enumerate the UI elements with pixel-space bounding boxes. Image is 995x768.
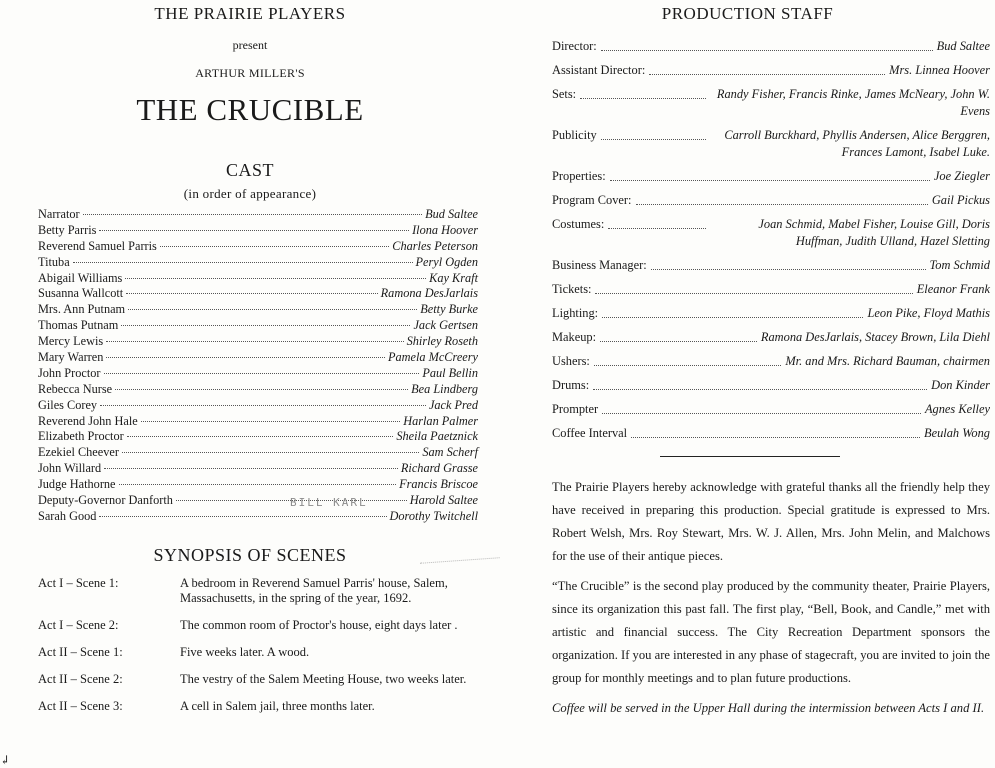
dot-leader [601, 38, 933, 51]
cast-row [38, 445, 478, 461]
staff-row [552, 62, 990, 79]
corner-mark-icon: ↲ [0, 753, 11, 767]
cast-row [38, 398, 478, 414]
staff-names: Mrs. Linnea Hoover [889, 63, 990, 77]
staff-names: Tom Schmid [929, 258, 990, 272]
notes-section [552, 476, 990, 727]
dot-leader [651, 257, 926, 270]
cast-actor: Shirley Roseth [406, 334, 478, 349]
scene-row [38, 672, 480, 687]
cast-role: John Proctor [38, 365, 101, 380]
cast-row [38, 461, 478, 477]
author-line: ARTHUR MILLER'S [195, 66, 305, 80]
cast-actor: Bea Lindberg [411, 381, 478, 396]
staff-label: Business Manager: [552, 258, 647, 272]
staff-names: Joan Schmid, Mabel Fisher, Louise Gill, Doris Huffman, Judith Ulland, Hazel Sletting [758, 217, 990, 248]
cast-row [38, 382, 478, 398]
cast-row [38, 350, 478, 366]
staff-names: Gail Pickus [931, 193, 990, 207]
cast-row [38, 223, 478, 239]
scene-label: Act II – Scene 3: [38, 699, 123, 713]
dot-leader [99, 230, 409, 231]
staff-names: Ramona DesJarlais, Stacey Brown, Lila Diehl [760, 330, 990, 344]
cast-row [38, 318, 478, 334]
cast-role: Judge Hathorne [38, 477, 116, 492]
scene-description: The vestry of the Salem Meeting House, two weeks later. [180, 672, 467, 686]
staff-names: Eleanor Frank [916, 282, 990, 296]
scene-description: A cell in Salem jail, three months later. [180, 699, 375, 713]
cast-actor: Ilona Hoover [412, 222, 478, 237]
cast-row [38, 286, 478, 302]
cast-row [38, 255, 478, 271]
cast-actor: Dorothy Twitchell [389, 508, 478, 523]
cast-row [38, 207, 478, 223]
dot-leader [106, 357, 385, 358]
scene-label: Act II – Scene 1: [38, 645, 123, 659]
staff-label: Sets: [552, 87, 577, 101]
dot-leader [649, 62, 885, 75]
cast-actor: Sam Scherf [422, 445, 478, 460]
cast-role: Abigail Williams [38, 270, 123, 285]
staff-names: Joe Ziegler [933, 169, 990, 183]
cast-row [38, 334, 478, 350]
acknowledgment-paragraph: The Prairie Players hereby acknowledge with grateful thanks all the friendly help they have received in preparing this production. Special gratitude is expressed to Mrs. Robert Welsh, Mrs. Roy Stewart, Mrs. W. J. Allen, Mrs. John Melin, and Malchows for the use of their antique pieces. [552, 480, 990, 563]
present-line: present [232, 38, 268, 52]
ink-stamp: BILL KARL [290, 496, 368, 509]
dot-leader [160, 246, 389, 247]
staff-row [552, 127, 990, 161]
staff-row [552, 168, 990, 185]
scene-row [38, 618, 480, 633]
cast-row [38, 493, 478, 509]
cast-actor: Harlan Palmer [403, 413, 478, 428]
dot-leader [600, 329, 757, 342]
staff-list [552, 38, 990, 449]
dot-leader [608, 216, 706, 229]
cast-actor: Jack Pred [428, 397, 478, 412]
scene-label: Act II – Scene 2: [38, 672, 123, 686]
staff-label: Tickets: [552, 282, 592, 296]
staff-names: Carroll Burckhard, Phyllis Andersen, Alice Berggren, Frances Lamont, Isabel Luke. [724, 128, 990, 159]
scene-row [38, 645, 480, 660]
staff-names: Agnes Kelley [924, 402, 990, 416]
dot-leader [99, 516, 386, 517]
cast-heading: CAST [225, 160, 274, 180]
staff-row [552, 425, 990, 442]
cast-row [38, 271, 478, 287]
section-divider [660, 456, 840, 457]
cast-row [38, 414, 478, 430]
cast-list [38, 207, 478, 525]
coffee-note: Coffee will be served in the Upper Hall during the intermission between Acts I and II. [552, 701, 985, 715]
cast-row [38, 302, 478, 318]
scene-description: A bedroom in Reverend Samuel Parris' house, Salem, Massachusetts, in the spring of the year, 1692. [180, 576, 448, 605]
synopsis-heading: SYNOPSIS OF SCENES [153, 545, 347, 565]
scene-label: Act I – Scene 1: [38, 576, 119, 590]
staff-names: Bud Saltee [936, 39, 990, 53]
cast-row [38, 429, 478, 445]
dot-leader [125, 278, 426, 279]
staff-label: Prompter [552, 402, 599, 416]
staff-names: Beulah Wong [924, 426, 990, 440]
staff-names: Mr. and Mrs. Richard Bauman, chairmen [785, 354, 990, 368]
scene-row [38, 699, 480, 714]
staff-row [552, 216, 990, 250]
cast-role: Reverend Samuel Parris [38, 238, 157, 253]
staff-names: Don Kinder [931, 378, 990, 392]
cast-actor: Pamela McCreery [387, 350, 478, 365]
staff-label: Publicity [552, 128, 597, 142]
staff-heading: PRODUCTION STAFF [661, 4, 834, 23]
dot-leader [119, 484, 397, 485]
cast-role: Tituba [38, 254, 70, 269]
cast-actor: Sheila Paetznick [396, 429, 478, 444]
staff-names: Randy Fisher, Francis Rinke, James McNeary, John W. Evens [716, 87, 990, 118]
cast-role: Giles Corey [38, 397, 98, 412]
cast-actor: Harold Saltee [409, 493, 478, 508]
cast-role: Reverend John Hale [38, 413, 138, 428]
staff-row [552, 192, 990, 209]
staff-row [552, 38, 990, 55]
cast-row [38, 477, 478, 493]
dot-leader [106, 341, 403, 342]
staff-row [552, 329, 990, 346]
cast-role: Elizabeth Proctor [38, 429, 124, 444]
dot-leader [595, 281, 912, 294]
cast-role: Mary Warren [38, 350, 104, 365]
dot-leader [127, 436, 394, 437]
staff-label: Lighting: [552, 306, 599, 320]
scene-label: Act I – Scene 2: [38, 618, 119, 632]
dot-leader [631, 425, 920, 438]
dot-leader [593, 377, 927, 390]
scene-list [38, 576, 480, 726]
dot-leader [126, 293, 377, 294]
dot-leader [121, 325, 410, 326]
cast-row [38, 509, 478, 525]
cast-actor: Ramona DesJarlais [380, 286, 478, 301]
cast-role: Mercy Lewis [38, 334, 104, 349]
dot-leader [602, 305, 863, 318]
company-name: THE PRAIRIE PLAYERS [154, 4, 346, 23]
cast-role: John Willard [38, 461, 102, 476]
staff-label: Coffee Interval [552, 426, 628, 440]
dot-leader [601, 127, 706, 140]
dot-leader [100, 405, 426, 406]
cast-role: Sarah Good [38, 508, 97, 523]
dot-leader [602, 401, 921, 414]
staff-row [552, 257, 990, 274]
dot-leader [141, 421, 400, 422]
cast-actor: Jack Gertsen [413, 318, 478, 333]
cast-role: Mrs. Ann Putnam [38, 302, 126, 317]
cast-role: Deputy-Governor Danforth [38, 493, 173, 508]
dot-leader [73, 262, 413, 263]
dot-leader [128, 309, 417, 310]
scene-row [38, 576, 480, 606]
dot-leader [594, 353, 781, 366]
scene-description: The common room of Proctor's house, eight days later . [180, 618, 458, 632]
cast-actor: Francis Briscoe [399, 477, 478, 492]
cast-actor: Richard Grasse [400, 461, 478, 476]
staff-row [552, 353, 990, 370]
dot-leader [610, 168, 930, 181]
cast-role: Narrator [38, 207, 80, 221]
staff-label: Properties: [552, 169, 606, 183]
dot-leader [580, 86, 706, 99]
staff-label: Ushers: [552, 354, 590, 368]
cast-role: Rebecca Nurse [38, 381, 113, 396]
about-paragraph: “The Crucible” is the second play produced by the community theater, Prairie Players, since its organization this past fall. The first play, “Bell, Book, and Candle,” met with artistic and financial success. The City Recreation Department sponsors the organization. If you are interested in any phase of stagecraft, you are invited to join the group for monthly meetings and to plan future productions. [552, 579, 990, 685]
cast-subheading: (in order of appearance) [183, 186, 317, 201]
dot-leader [104, 468, 398, 469]
cast-actor: Paul Bellin [422, 365, 478, 380]
staff-row [552, 401, 990, 418]
dot-leader [122, 452, 419, 453]
staff-label: Makeup: [552, 330, 597, 344]
staff-label: Director: [552, 39, 597, 53]
dot-leader [83, 214, 422, 215]
staff-row [552, 377, 990, 394]
cast-actor: Betty Burke [420, 302, 478, 317]
dot-leader [636, 192, 928, 205]
staff-names: Leon Pike, Floyd Mathis [867, 306, 990, 320]
cast-role: Thomas Putnam [38, 318, 119, 333]
staff-row [552, 86, 990, 120]
staff-label: Costumes: [552, 217, 605, 231]
staff-row [552, 281, 990, 298]
cast-role: Ezekiel Cheever [38, 445, 119, 460]
cast-role: Susanna Wallcott [38, 286, 124, 301]
staff-label: Program Cover: [552, 193, 632, 207]
staff-label: Assistant Director: [552, 63, 646, 77]
staff-label: Drums: [552, 378, 590, 392]
play-title: THE CRUCIBLE [136, 92, 364, 127]
scene-description: Five weeks later. A wood. [180, 645, 310, 659]
cast-row [38, 366, 478, 382]
cast-role: Betty Parris [38, 222, 97, 237]
cast-actor: Kay Kraft [429, 270, 478, 285]
staff-row [552, 305, 990, 322]
cast-actor: Peryl Ogden [415, 254, 478, 269]
dot-leader [104, 373, 420, 374]
cast-row [38, 239, 478, 255]
cast-actor: Bud Saltee [425, 207, 478, 221]
dot-leader [115, 389, 408, 390]
cast-actor: Charles Peterson [392, 238, 478, 253]
